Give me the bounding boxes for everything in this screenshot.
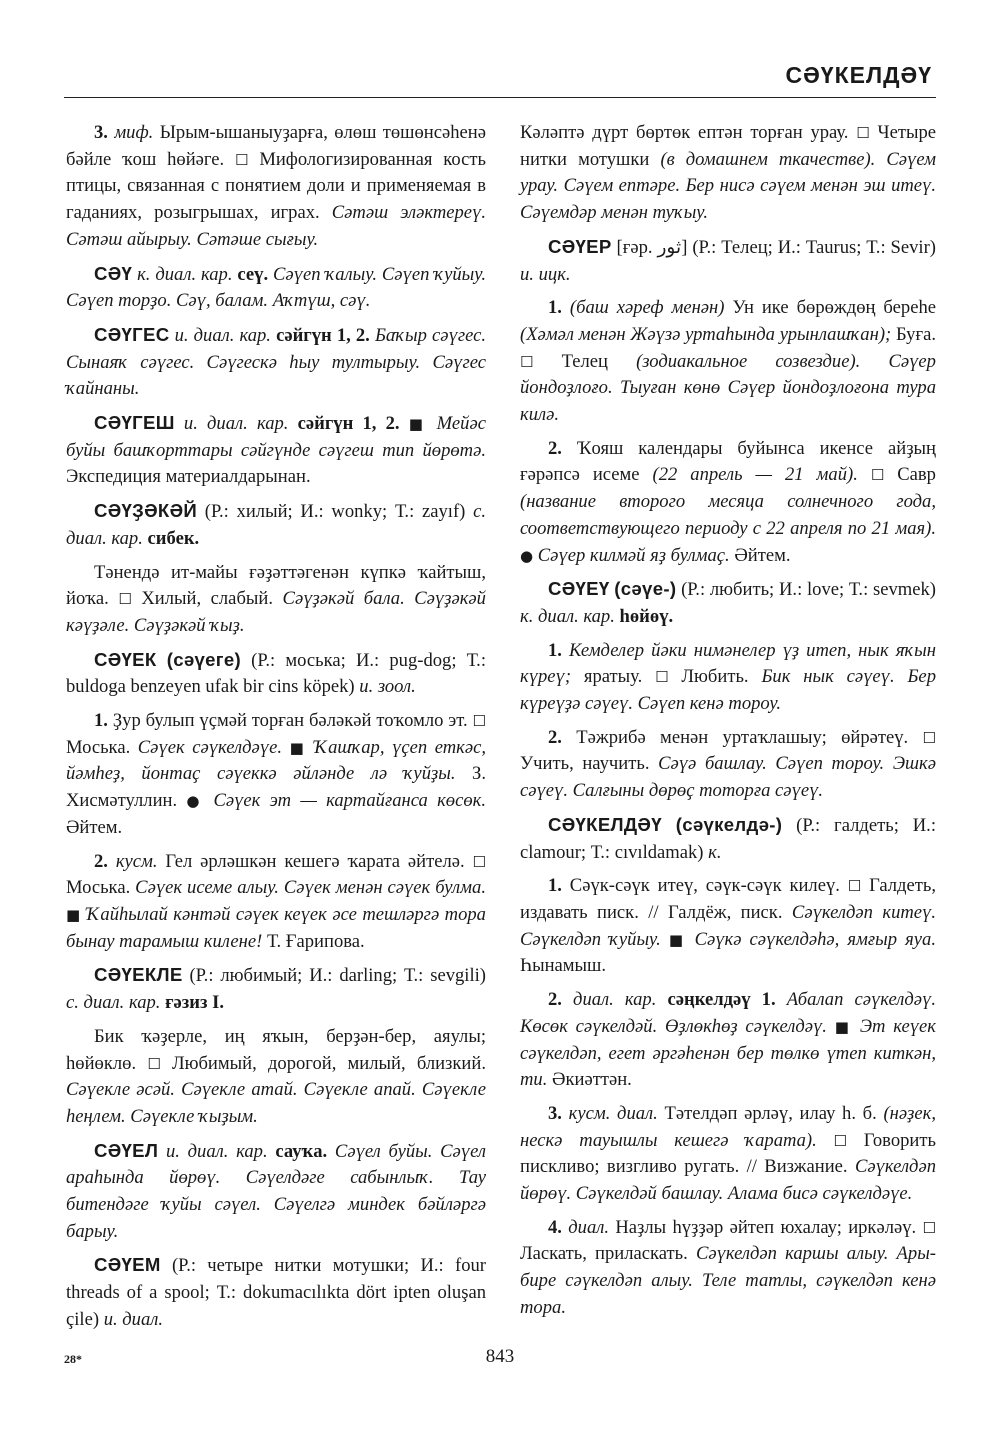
translation-box-icon: ☐ bbox=[235, 150, 249, 169]
headword: СӘҮЕМ bbox=[94, 1254, 161, 1276]
left-column bbox=[66, 120, 486, 1341]
entry-sauek: СӘҮЕК (сәүеге) (Р.: моська; И.: pug-dog; Т.: buldoga benzeyen ufak bir cins köpek) и. зоол. bbox=[66, 648, 486, 698]
headword: СӘҮЕКЛЕ bbox=[94, 964, 183, 986]
translation-box-icon: ☐ bbox=[922, 1218, 936, 1237]
running-head: СӘҮКЕЛДӘҮ bbox=[785, 62, 932, 88]
entry-saukle: СӘҮЕКЛЕ (Р.: любимый; И.: darling; Т.: sevgili) с. диал. кар. ғәзиз I. bbox=[66, 964, 486, 1014]
headword: СӘҮГЕШ bbox=[94, 412, 175, 434]
entry-sau: СӘҮ к. диал. кар. сеү. Сәүеп ҡалыу. Сәүеп ҡуйыу. Сәүеп торҙо. Сәү, балам. Аҡтүш, сәү. bbox=[66, 262, 486, 312]
citation-square-icon: ■ bbox=[408, 415, 428, 434]
translation-box-icon: ☐ bbox=[847, 877, 862, 896]
entry-saukeldau-sense-3: 3. кусм. диал. Тәтелдәп әрләү, илау һ. б. (нәҙек, нескә тауышлы кешегә ҡарата). ☐ Говорить пискливо; визгливо ругать. // Визжание. Сәүкелдәп йөрөү. Сәүкелдәй башлау. Алама бисә сәүкелдәүе. bbox=[520, 1102, 937, 1205]
translation-box-icon: ☐ bbox=[118, 590, 132, 609]
entry-sauer: СӘҮЕР [ғәр. ثور] (Р.: Телец; И.: Taurus; Т.: Sevir) и. ицк. bbox=[520, 235, 936, 285]
proverb-bullet-icon: ● bbox=[186, 792, 205, 811]
headword: СӘҮЕҮ bbox=[548, 578, 610, 600]
headword: СӘҮГЕС bbox=[94, 323, 170, 345]
citation-square-icon: ■ bbox=[66, 905, 81, 924]
entry-saugash: СӘҮГЕШ и. диал. кар. сәйгүн 1, 2. ■ Мейәс буйы башҡорттары сәйгүнде сәүгеш тип йөрөтә. Экспедиция материалдарынан. bbox=[66, 412, 486, 488]
entry-saukle-def: Бик ҡәҙерле, иң яҡын, берҙән-бер, аяулы; һөйөклө. ☐ Любимый, дорогой, милый, близкий. Сәүекле әсәй. Сәүекле атай. Сәүекле апай. Сәүекле һеңлем. Сәүекле ҡыҙым. bbox=[66, 1025, 486, 1127]
headword: СӘҮЕЛ bbox=[94, 1139, 159, 1161]
citation-square-icon: ■ bbox=[668, 930, 687, 949]
translation-box-icon: ☐ bbox=[856, 124, 870, 142]
translation-box-icon: ☐ bbox=[833, 1131, 847, 1150]
entry-saueu-sense-2: 2. Тәжрибә менән уртаҡлашыу; өйрәтеү. ☐ Учить, научить. Сәүә башлау. Сәүеп тороу. Эшкә сәүеү. Салғыны дөрөҫ тоторға сәүеү. bbox=[520, 726, 936, 802]
headword: СӘҮКЕЛДӘҮ bbox=[548, 813, 662, 835]
entry-sauzakay-def: Тәнендә ит-майы ғәҙәттәгенән күпкә ҡайтыш, йоҡа. ☐ Хилый, слабый. Сәүҙәкәй бала. Сәүҙәкәй кәүҙәле. Сәүҙәкәй ҡыҙ. bbox=[66, 561, 486, 636]
entry-sauer-sense-1: 1. (баш хәреф менән) Ун ике бөрөждөң береһе (Хәмәл менән Жәүзә уртаһында урынлашҡан); Буға. ☐ Телец (зодиакальное созвездие). Сәүер йондоҙлоғо. Тыуған көнө Сәүер йондоҙлоғона тура килә. bbox=[520, 297, 937, 426]
translation-box-icon: ☐ bbox=[472, 712, 486, 731]
header-rule bbox=[64, 97, 936, 98]
entry-sauel: СӘҮЕЛ и. диал. кар. сауҡа. Сәүел буйы. Сәүел араһында йөрөү. Сәүелдәге сабынлыҡ. Тау битендәге ҡуйы сәүел. Сәүелгә миндек бәйләргә барыу. bbox=[66, 1139, 486, 1242]
translation-box-icon: ☐ bbox=[472, 852, 486, 871]
printer-signature: 28* bbox=[64, 1352, 82, 1366]
entry-saugas: СӘҮГЕС и. диал. кар. сәйгүн 1, 2. Баҡыр сәүгес. Сынаяҡ сәүгес. Сәүгескә һыу тултырыу. Сәүгес ҡайнаны. bbox=[66, 323, 486, 400]
translation-box-icon: ☐ bbox=[870, 466, 885, 485]
translation-box-icon: ☐ bbox=[147, 1054, 161, 1073]
headword: СӘҮ bbox=[94, 262, 133, 284]
right-column bbox=[520, 120, 936, 1329]
entry-saueu: СӘҮЕҮ (сәүе-) (Р.: любить; И.: love; Т.: sevmek) к. диал. кар. һөйөү. bbox=[520, 578, 936, 627]
entry-sauek-sense-2: 2. кусм. Гел әрләшкән кешегә ҡарата әйтелә. ☐ Моська. Сәүек исеме алыу. Сәүек менән сәүек булма. ■ Ҡайһылай кәнтәй сәүек кеүек әсе тешләргә тора бынау тарамыш килене! Т. Ғарипова. bbox=[66, 850, 486, 952]
entry-sauzakay: СӘҮҘӘКӘЙ (Р.: хилый; И.: wonky; Т.: zayıf) с. диал. кар. сибек. bbox=[66, 500, 486, 549]
proverb-bullet-icon: ● bbox=[520, 546, 534, 565]
headword: СӘҮЕК bbox=[94, 648, 157, 670]
entry-sauer-sense-2: 2. Ҡояш календары буйынса икенсе айҙың ғәрәпсә исеме (22 апрель — 21 май). ☐ Савр (название второго месяца солнечного года, соответствующего периоду с 22 апреля по 21 мая). ● Сәүер килмәй яҙ булмаҫ. Әйтем. bbox=[520, 437, 936, 566]
entry-sauem: СӘҮЕМ (Р.: четыре нитки мотушки; И.: four threads of a spool; Т.: dokumacılıkta dört ipten oluşan çile) и. диал. bbox=[66, 1254, 486, 1330]
sense-3-myth: 3. миф. Ырым-ышаныуҙарға, өлөш төшөнсәһенә бәйле ҡош һөйәге. ☐ Мифологизированная кость птицы, связанная с понятием доли и применяемая в гаданиях, розыгрышах, играх. Сәтәш элəктереү. Сәтәш айырыу. Сәтәше сығыу. bbox=[66, 122, 487, 250]
headword: СӘҮЕР bbox=[548, 235, 612, 257]
entry-saukeldau: СӘҮКЕЛДӘҮ (сәүкелдә-) (Р.: галдеть; И.: clamour; Т.: cıvıldamak) к. bbox=[520, 813, 936, 863]
entry-sauem-continued: Кәләптә дүрт бөртөк ептән торған урау. ☐ Четыре нитки мотушки (в домашнем ткачестве). Сәүем урау. Сәүем ептәре. Бер нисә сәүем менән эш итеү. Сәүемдәр менән туҡыу. bbox=[520, 122, 937, 224]
translation-box-icon: ☐ bbox=[655, 668, 669, 687]
translation-box-icon: ☐ bbox=[922, 728, 936, 747]
page-number: 843 bbox=[485, 1346, 515, 1367]
entry-saukeldau-sense-2: 2. диал. кар. сәңкелдәү 1. Абалап сәүкелдәү. Көсөк сәүкелдәй. Өҙлөкһөҙ сәүкелдәү. ■ Эт кеүек сәүкелдәп, егет әргәһенән бер төлкө үтеп киткән, ти. Әкиәттән. bbox=[520, 989, 936, 1091]
translation-box-icon: ☐ bbox=[520, 352, 534, 371]
entry-saueu-sense-1: 1. Кемделер йәки нимәнелер үҙ итеп, нык яҡын күреү; яратыу. ☐ Любить. Бик нык сәүеү. Бер күреүҙә сәүеү. Сәүеп кенә тороу. bbox=[520, 639, 936, 715]
citation-square-icon: ■ bbox=[834, 1017, 853, 1036]
headword: СӘҮҘӘКӘЙ bbox=[94, 500, 198, 522]
citation-square-icon: ■ bbox=[289, 738, 307, 757]
entry-saukeldau-sense-4: 4. диал. Наҙлы һүҙҙәр әйтеп юхалау; иркәләү. ☐ Ласкать, приласкать. Сәүкелдәп каршы алыу. Ары-бире сәүкелдәп алыу. Теле татлы, сәүкелдәп кенә тора. bbox=[520, 1216, 936, 1318]
entry-saukeldau-sense-1: 1. Сәүк-сәүк итеү, сәүк-сәүк килеү. ☐ Галдеть, издавать писк. // Галдёж, писк. Сәүкелдәп китеү. Сәүкелдәп ҡуйыу. ■ Сәүкә сәүкелдәһә, ямғыр яуа. Һынамыш. bbox=[520, 875, 937, 977]
entry-sauek-sense-1: 1. Ҙур булып үҫмәй торған бәләкәй тоҡомло эт. ☐ Моська. Сәүек сәүкелдәүе. ■ Ҡашҡар, үҫеп еткәс, йәмһеҙ, йонтаҫ сәүеккә әйләнде лә ҡуйҙы. З. Хисмәтуллин. ● Сәүек эт — картайғанса көсөк. Әйтем. bbox=[66, 710, 486, 838]
